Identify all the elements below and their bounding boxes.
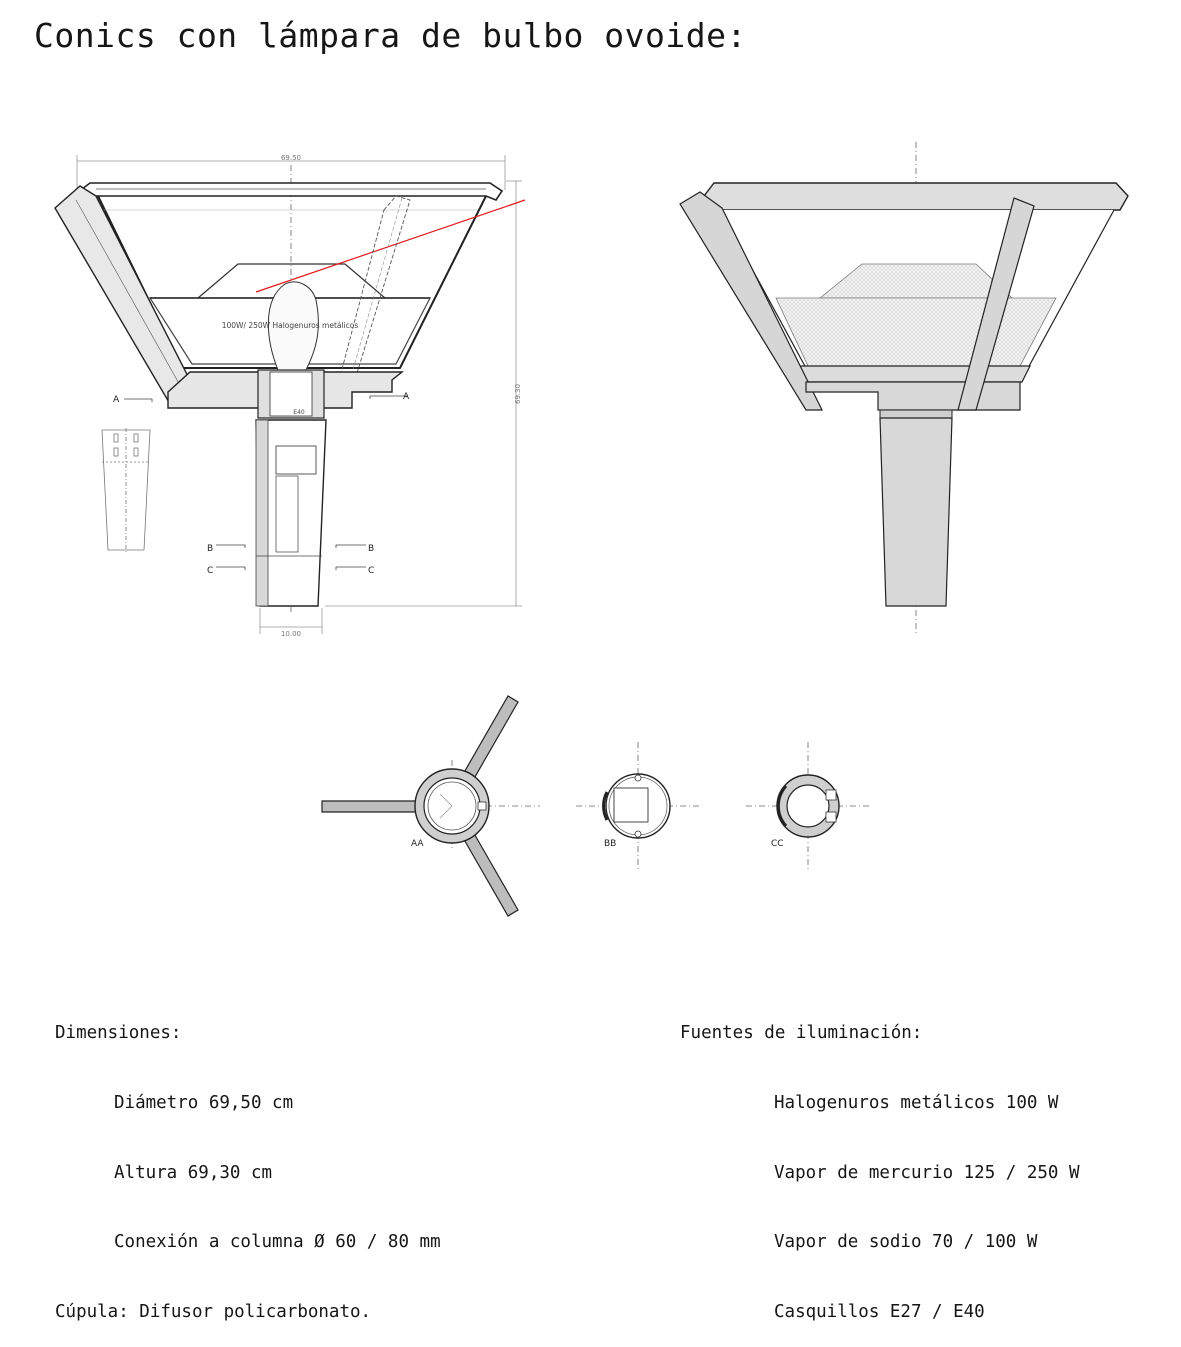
- elevation-column: [880, 418, 952, 606]
- section-a-right: A: [403, 392, 410, 402]
- rim: [82, 183, 502, 200]
- support-arm: [55, 186, 196, 404]
- dimensions-block: [55, 976, 441, 1347]
- column-profile: [102, 428, 150, 552]
- section-cc-label: CC: [771, 839, 784, 849]
- section-aa-label: AA: [411, 839, 424, 849]
- lamp-label: 100W/ 250W Halogenuros metálicos: [221, 321, 359, 330]
- light-source-item: Vapor de sodio 70 / 100 W: [774, 1232, 1038, 1253]
- elevation-hub: [806, 382, 1020, 410]
- ballast: [276, 446, 316, 474]
- red-angle-line: [256, 200, 525, 292]
- section-aa: [322, 696, 540, 916]
- height-text: Altura 69,30 cm: [114, 1162, 273, 1183]
- section-b-left: B: [207, 544, 214, 554]
- height-dimension: [325, 181, 522, 606]
- light-sources-heading: Fuentes de iluminación:: [680, 1023, 923, 1044]
- light-source-item: Casquillos E27 / E40: [774, 1301, 985, 1322]
- elevation-rim: [704, 183, 1128, 210]
- dimensions-heading: Dimensiones:: [55, 1023, 182, 1044]
- light-sources-block: [680, 976, 1080, 1347]
- section-b-right: B: [368, 544, 375, 554]
- light-source-item: Vapor de mercurio 125 / 250 W: [774, 1162, 1080, 1183]
- elevation-view: [680, 142, 1128, 636]
- light-source-item: Halogenuros metálicos 100 W: [774, 1093, 1059, 1114]
- diameter-text: Diámetro 69,50 cm: [114, 1093, 294, 1114]
- elevation-base-ring: [800, 366, 1030, 382]
- width-dimension-label: 69.50: [280, 154, 302, 162]
- socket-label: E40: [293, 409, 305, 416]
- page-title: Conics con lámpara de bulbo ovoide:: [34, 16, 747, 55]
- arm-ghost: [336, 196, 410, 396]
- section-bb-label: BB: [604, 839, 617, 849]
- section-view: [55, 154, 525, 638]
- socket-e40: [270, 372, 312, 416]
- section-a-left: A: [113, 395, 120, 405]
- dome-text: Cúpula: Difusor policarbonato.: [55, 1301, 372, 1322]
- section-c-right: C: [368, 566, 375, 576]
- section-c-left: C: [207, 566, 214, 576]
- connection-text: Conexión a columna Ø 60 / 80 mm: [114, 1232, 441, 1253]
- base-dimension-label: 10.00: [280, 630, 302, 638]
- elevation-reflector: [776, 298, 1056, 366]
- height-dimension-label: 69.30: [514, 383, 522, 405]
- section-cc: [746, 742, 872, 870]
- section-bb: [576, 742, 700, 870]
